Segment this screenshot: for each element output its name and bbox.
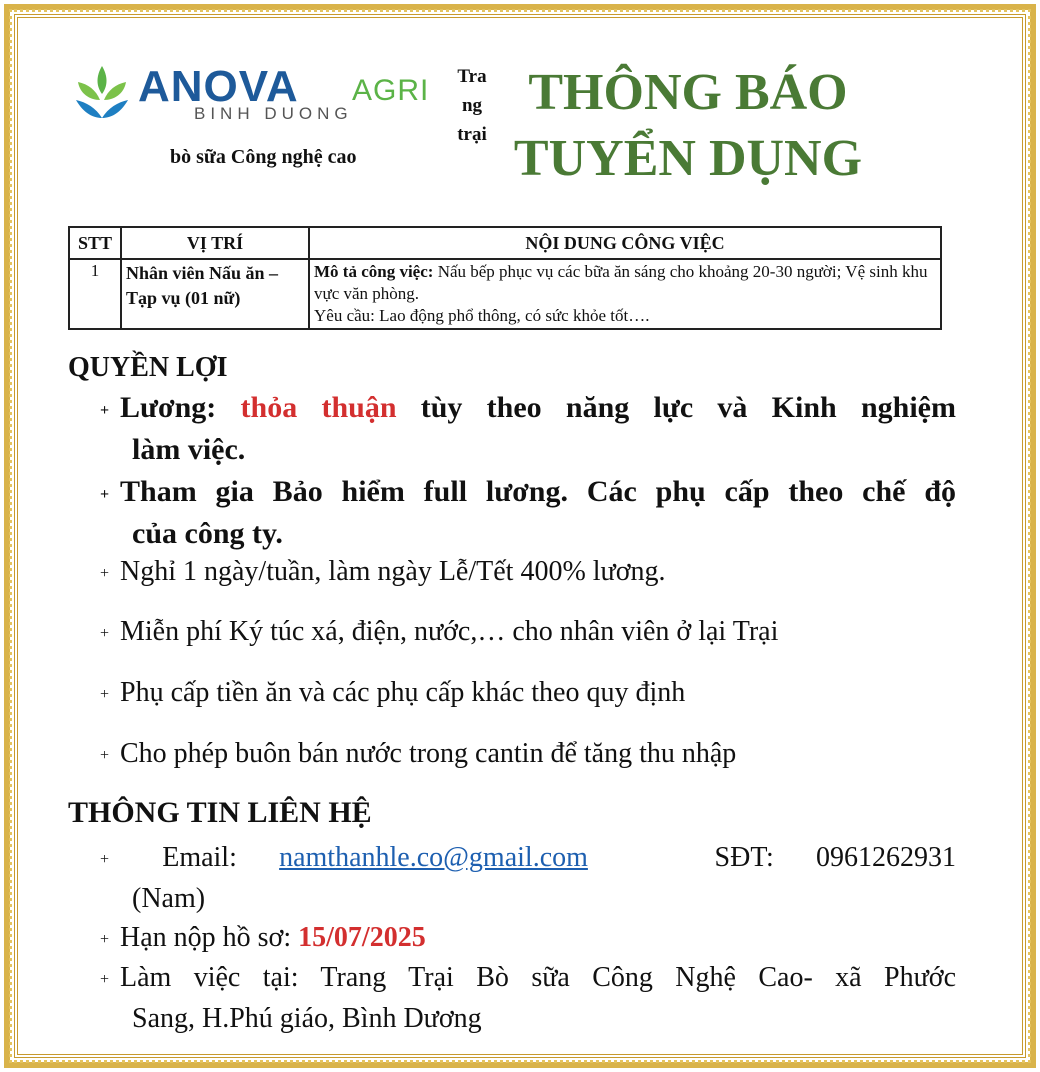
email-label: Email: xyxy=(162,842,237,873)
salary-prefix: Lương: xyxy=(120,391,241,424)
salary-rest: tùy theo năng lực và Kinh nghiệm xyxy=(396,391,956,424)
benefits-title: QUYỀN LỢI xyxy=(68,352,228,383)
contact-workplace xyxy=(100,958,956,1038)
phone-name: (Nam) xyxy=(132,883,206,915)
jobs-table xyxy=(68,226,942,330)
deadline-label: Hạn nộp hồ sơ: xyxy=(120,922,299,953)
side-word: ng xyxy=(461,95,483,116)
benefit-salary xyxy=(100,388,956,469)
deadline-date: 15/07/2025 xyxy=(298,922,426,953)
table-row xyxy=(69,259,941,329)
benefit-insurance xyxy=(100,472,956,553)
email-link[interactable]: namthanhle.co@gmail.com xyxy=(279,842,588,873)
contact-deadline xyxy=(100,918,956,959)
benefit-text: Phụ cấp tiền ăn và các phụ cấp khác theo quy định xyxy=(120,677,686,708)
cell-stt: 1 xyxy=(69,259,121,329)
cell-description xyxy=(309,259,941,329)
requirement-text: Yêu cầu: Lao động phổ thông, có sức khỏe tốt…. xyxy=(314,306,650,325)
title-line-1: THÔNG BÁO xyxy=(528,64,848,121)
benefit-text: Cho phép buôn bán nước trong cantin để tăng thu nhập xyxy=(120,738,737,769)
side-words xyxy=(446,62,498,149)
benefit-text: Miễn phí Ký túc xá, điện, nước,… cho nhân viên ở lại Trại xyxy=(120,616,779,647)
header-content: NỘI DUNG CÔNG VIỆC xyxy=(309,227,941,259)
brand-name: ANOVA xyxy=(138,62,299,111)
header-stt: STT xyxy=(69,227,121,259)
plus-icon: + xyxy=(100,485,110,503)
insurance-line-1: Tham gia Bảo hiểm full lương. Các phụ cấp theo chế độ xyxy=(120,475,956,508)
phone-number: 0961262931 xyxy=(816,842,957,873)
plus-icon: + xyxy=(100,931,110,949)
insurance-line-2: của công ty. xyxy=(132,516,283,550)
brand-agri: AGRI xyxy=(352,74,430,107)
header-position: VỊ TRÍ xyxy=(121,227,309,259)
benefit-item xyxy=(100,552,956,593)
side-word: Tra xyxy=(457,66,487,87)
benefit-item xyxy=(100,612,956,653)
cell-position: Nhân viên Nấu ăn – Tạp vụ (01 nữ) xyxy=(121,259,309,329)
page-title xyxy=(498,60,878,192)
brand-location: BINH DUONG xyxy=(194,104,353,123)
plus-icon: + xyxy=(100,686,110,704)
plus-icon: + xyxy=(100,971,110,989)
workplace-line-2: Sang, H.Phú giáo, Bình Dương xyxy=(132,1003,482,1035)
side-word: trại xyxy=(457,124,487,145)
table-header-row xyxy=(69,227,941,259)
plus-icon: + xyxy=(100,565,110,583)
salary-highlight: thỏa thuận xyxy=(240,391,397,424)
leaf-sprout-icon xyxy=(72,60,132,124)
contact-title: THÔNG TIN LIÊN HỆ xyxy=(68,796,372,829)
workplace-line-1: Làm việc tại: Trang Trại Bò sữa Công Nghệ Cao- xã Phước xyxy=(120,962,956,993)
desc-label: Mô tả công việc: xyxy=(314,262,434,281)
plus-icon: + xyxy=(100,747,110,765)
plus-icon: + xyxy=(100,625,110,643)
benefit-item xyxy=(100,673,956,714)
contact-email-phone xyxy=(100,838,956,918)
title-line-2: TUYỂN DỤNG xyxy=(513,130,863,187)
plus-icon: + xyxy=(100,851,110,869)
plus-icon: + xyxy=(100,401,110,419)
company-logo xyxy=(72,60,452,130)
desc-text: Nấu bếp phục vụ các bữa ăn sáng cho khoảng 20-30 người; Vệ sinh khu vực văn phòng. xyxy=(314,262,928,303)
phone-label: SĐT: xyxy=(714,842,774,873)
benefit-text: Nghỉ 1 ngày/tuần, làm ngày Lễ/Tết 400% lương. xyxy=(120,556,666,587)
salary-rest-line-2: làm việc. xyxy=(132,432,246,466)
logo-caption: bò sữa Công nghệ cao xyxy=(170,146,357,168)
benefit-item xyxy=(100,734,956,775)
